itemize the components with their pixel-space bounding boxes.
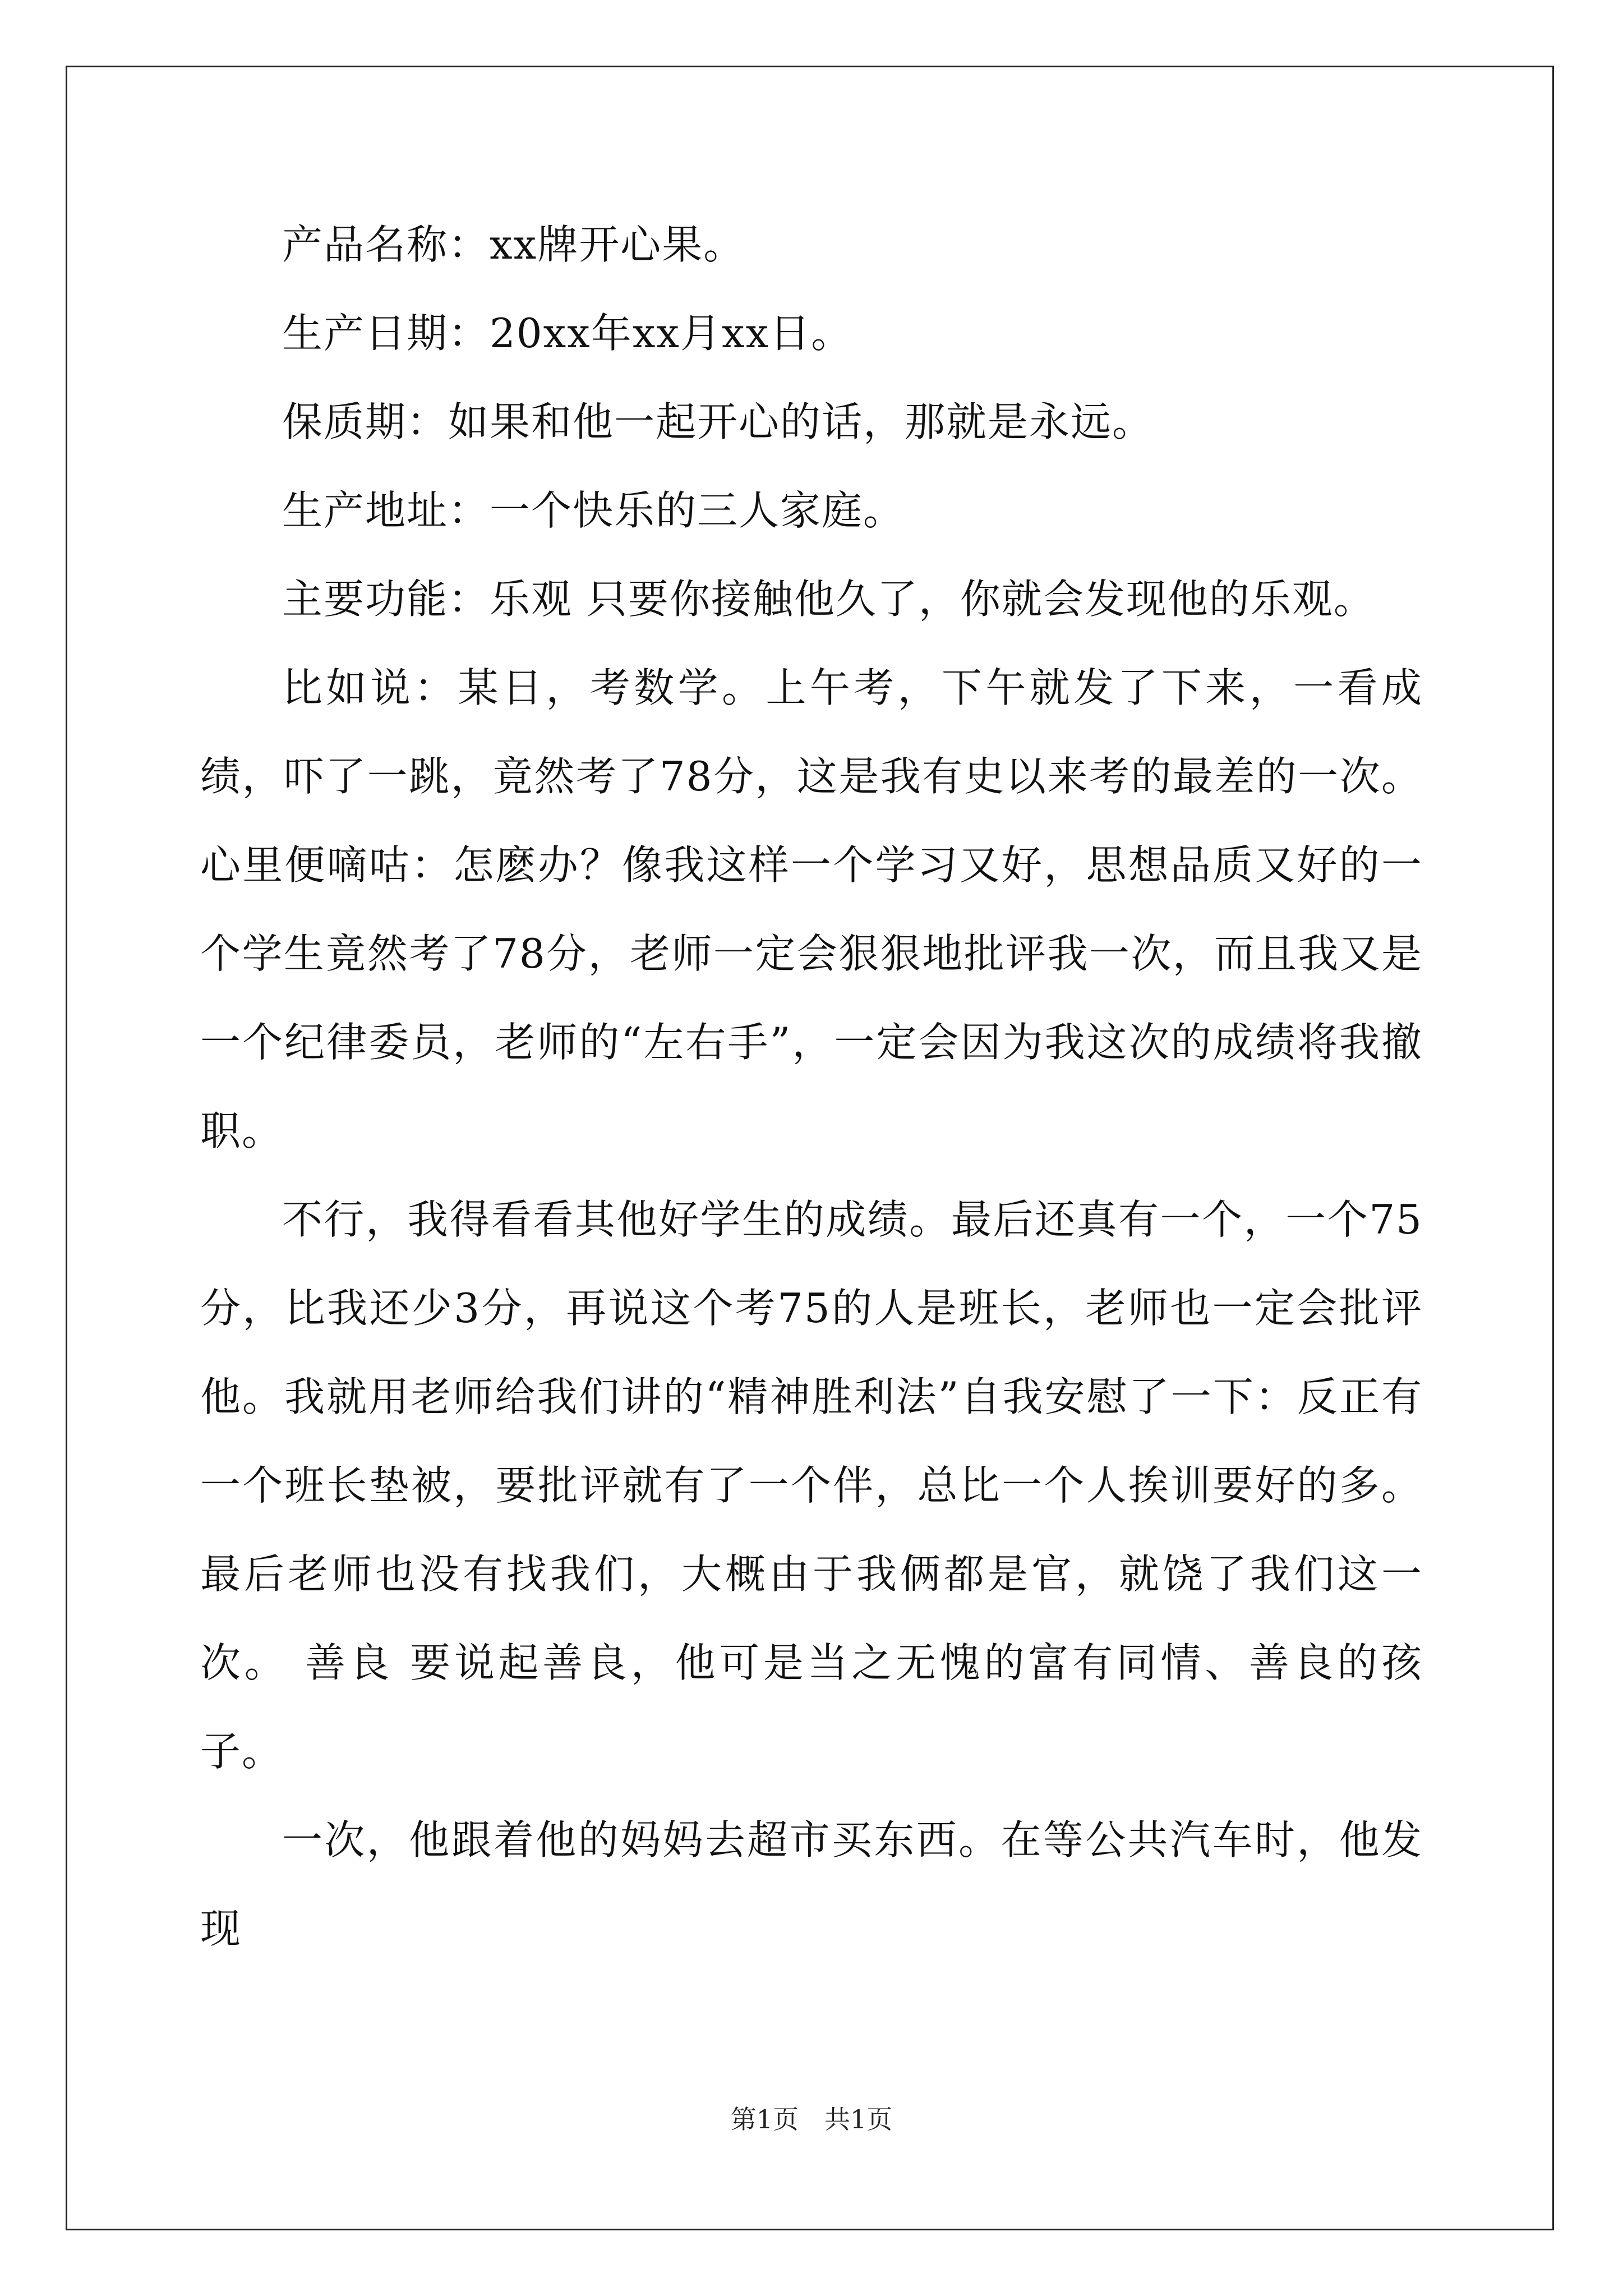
paragraph-production-date: 生产日期：20xx年xx月xx日。 [282,310,853,357]
paragraph-main-function: 主要功能：乐观 只要你接触他久了，你就会发现他的乐观。 [282,576,1375,623]
paragraph-other-students: 不行，我得看看其他好学生的成绩。最后还真有一个，一个75分，比我还少3分，再说这个考75的人是班长，老师也一定会批评他。我就用老师给我们讲的“精神胜利法”自我安慰了一下：反正有一个班长垫被，要批评就有了一个伴，总比一个人挨训要好的多。最后老师也没有找我们，大概由于我俩都是官，就饶了我们这一次。 善良 要说起善良，他可是当之无愧的富有同情、善良的孩子。 [200,1196,1423,1775]
paragraph-product-name: 产品名称：xx牌开心果。 [282,221,745,268]
page-footer: 第1页 共1页 [730,2104,893,2134]
paragraph-math-exam: 比如说：某日，考数学。上午考，下午就发了下来，一看成绩，吓了一跳，竟然考了78分，这是我有史以来考的最差的一次。心里便嘀咕：怎麽办？像我这样一个学习又好，思想品质又好的一个学生竟然考了78分，老师一定会狠狠地批评我一次，而且我又是一个纪律委员，老师的“左右手”，一定会因为我这次的成绩将我撤职。 [200,664,1423,1154]
paragraph-supermarket: 一次，他跟着他的妈妈去超市买东西。在等公共汽车时，他发现 [200,1816,1423,1952]
paragraph-shelf-life: 保质期：如果和他一起开心的话，那就是永远。 [282,398,1154,445]
document-body [200,200,1423,1973]
paragraph-production-address: 生产地址：一个快乐的三人家庭。 [282,487,905,534]
